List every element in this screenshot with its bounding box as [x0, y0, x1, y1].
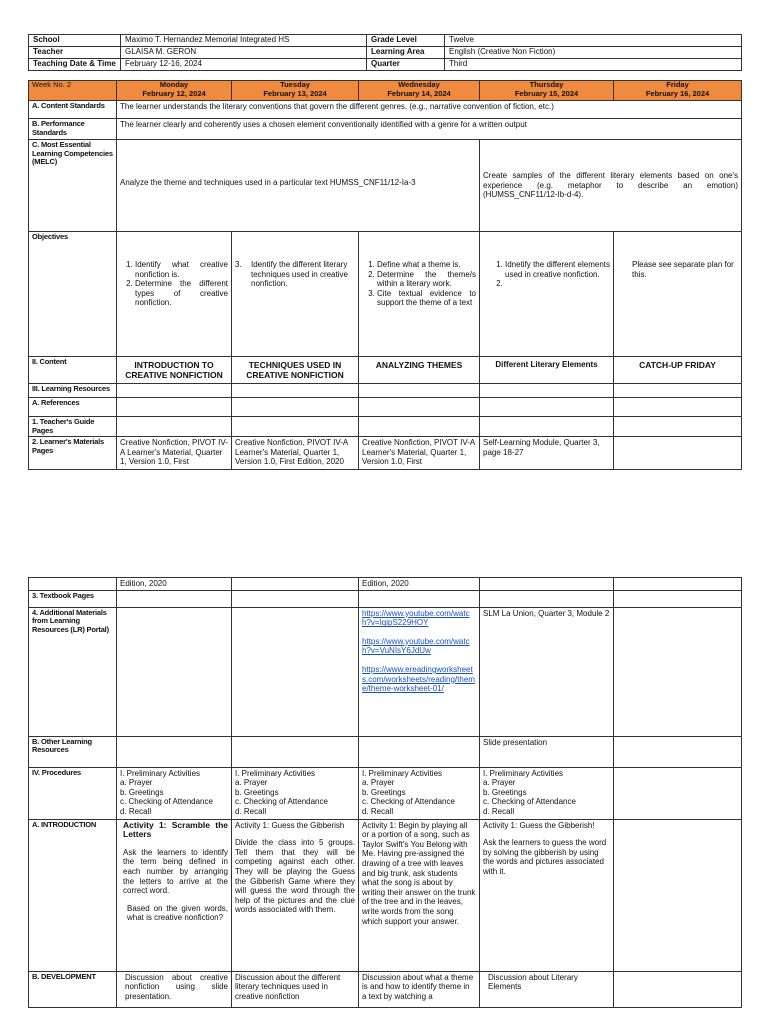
melc-text-1: Analyze the theme and techniques used in a particular text HUMSS_CNF11/12-Ia-3 — [117, 140, 480, 232]
day-header-friday: Friday February 16, 2024 — [614, 81, 742, 101]
content-label: II. Content — [29, 357, 117, 384]
content-standards-text: The learner understands the literary conventions that govern the different genres. (e.g., narrative convention of fiction, etc.) — [117, 101, 742, 119]
lm-wednesday: Creative Nonfiction, PIVOT IV-A Learner's Material, Quarter 1, Version 1.0, First — [359, 437, 480, 470]
objective-item: 1. Define what a theme is. — [377, 260, 476, 270]
development-wednesday: Discussion about what a theme is and how to identify theme in a text by watching a — [359, 971, 480, 1007]
melc-text-2: Create samples of the different literary elements based on one's experience (e.g. metaphor to describe an emotion) (HUMSS_CNF11/12-Ib-d-4). — [480, 140, 742, 232]
quarter-value: Third — [445, 59, 742, 71]
content-tuesday: TECHNIQUES USED IN CREATIVE NONFICTION — [232, 357, 359, 384]
prelim-thursday: I. Preliminary Activities a. Prayer b. Greetings c. Checking of Attendance d. Recall — [480, 767, 614, 819]
introduction-tuesday: Activity 1: Guess the Gibberish Divide the class into 5 groups. Tell them that they will be competing against each other. They will be playing the Guess the Gibberish Game where they will guess the word through the help of the pictures and the clue words associated with them. — [232, 819, 359, 971]
introduction-label: A. INTRODUCTION — [29, 819, 117, 971]
teachers-guide-label: 1. Teacher's Guide Pages — [29, 417, 117, 437]
content-standards-label: A. Content Standards — [29, 101, 117, 119]
objective-item: 3. Cite textual evidence to support the theme of a text — [377, 289, 476, 308]
lm-monday: Creative Nonfiction, PIVOT IV-A Learner's Material, Quarter 1, Version 1.0, First — [117, 437, 232, 470]
objectives-monday — [117, 232, 232, 357]
lm-thursday: Self-Learning Module, Quarter 3, page 18-27 — [480, 437, 614, 470]
additional-thursday: SLM La Union, Quarter 3, Module 2 — [480, 607, 614, 736]
area-value: English (Creative Non Fiction) — [445, 47, 742, 59]
grade-value: Twelve — [445, 35, 742, 47]
development-thursday: Discussion about Literary Elements — [480, 971, 614, 1007]
school-value: Maximo T. Hernandez Memorial Integrated HS — [121, 35, 367, 47]
textbook-pages-label: 3. Textbook Pages — [29, 590, 117, 607]
procedures-label: IV. Procedures — [29, 767, 117, 819]
lm-wednesday-continued: Edition, 2020 — [359, 578, 480, 591]
lm-tuesday: Creative Nonfiction, PIVOT IV-A Learner's Material, Quarter 1, Version 1.0, First Edition, 2020 — [232, 437, 359, 470]
lm-monday-continued: Edition, 2020 — [117, 578, 232, 591]
area-label: Learning Area — [367, 47, 445, 59]
objective-item — [505, 279, 610, 289]
learners-materials-label: 2. Learner's Materials Pages — [29, 437, 117, 470]
content-thursday: Different Literary Elements — [480, 357, 614, 384]
week-number: Week No. 2 — [29, 81, 117, 101]
introduction-thursday: Activity 1: Guess the Gibberish! Ask the learners to guess the word by solving the gibberish by using the words and pictures associated with it. — [480, 819, 614, 971]
development-label: B. DEVELOPMENT — [29, 971, 117, 1007]
performance-standards-text: The learner clearly and coherently uses a chosen element conventionally identified with a genre for a written output — [117, 119, 742, 140]
prelim-wednesday: I. Preliminary Activities a. Prayer b. Greetings c. Checking of Attendance d. Recall — [359, 767, 480, 819]
teacher-value: GLAISA M. GERON — [121, 47, 367, 59]
objectives-wednesday — [359, 232, 480, 357]
introduction-wednesday: Activity 1: Begin by playing all or a portion of a song, such as Taylor Swift's You Belong with Me. Having pre-assigned the drawing of a tree with leaves and big trunk, ask students what the song is about by writing their answer on the trunk of the tree and in the leaves, write words from the song which support your answer. — [359, 819, 480, 971]
lesson-plan-table-page2 — [28, 577, 742, 1008]
objectives-tuesday — [232, 232, 359, 357]
date-value: February 12-16, 2024 — [121, 59, 367, 71]
objective-item: 2. Determine the different types of creative nonfiction. — [135, 279, 228, 308]
teacher-label: Teacher — [29, 47, 121, 59]
content-monday: INTRODUCTION TO CREATIVE NONFICTION — [117, 357, 232, 384]
performance-standards-label: B. Performance Standards — [29, 119, 117, 140]
other-resources-label: B. Other Learning Resources — [29, 736, 117, 767]
objectives-label: Objectives — [29, 232, 117, 357]
development-monday: Discussion about creative nonfiction using slide presentation. — [117, 971, 232, 1007]
prelim-monday: I. Preliminary Activities a. Prayer b. Greetings c. Checking of Attendance d. Recall — [117, 767, 232, 819]
objectives-friday: Please see separate plan for this. — [614, 232, 742, 357]
worksheet-link[interactable]: https://www.ereadingworksheets.com/worksheets/reading/theme/theme-worksheet-01/ — [362, 664, 475, 694]
references-label: A. References — [29, 398, 117, 417]
content-wednesday: ANALYZING THEMES — [359, 357, 480, 384]
day-header-tuesday: Tuesday February 13, 2024 — [232, 81, 359, 101]
development-tuesday: Discussion about the different literary techniques used in creative nonfiction — [232, 971, 359, 1007]
youtube-link-2[interactable]: https://www.youtube.com/watch?v=VuNIsY6JdUw — [362, 636, 470, 656]
additional-links-wednesday — [359, 607, 480, 736]
grade-label: Grade Level — [367, 35, 445, 47]
day-header-thursday: Thursday February 15, 2024 — [480, 81, 614, 101]
melc-label: C. Most Essential Learning Competencies (MELC) — [29, 140, 117, 232]
content-friday: CATCH-UP FRIDAY — [614, 357, 742, 384]
youtube-link-1[interactable]: https://www.youtube.com/watch?v=IqipS229HOY — [362, 608, 470, 628]
objective-item: Identify the different literary techniques used in creative nonfiction. — [251, 260, 348, 289]
other-thursday: Slide presentation — [480, 736, 614, 767]
objectives-thursday — [480, 232, 614, 357]
school-label: School — [29, 35, 121, 47]
day-header-monday: Monday February 12, 2024 — [117, 81, 232, 101]
objective-number: 3. — [235, 260, 242, 269]
lesson-plan-table-page1 — [28, 80, 742, 470]
quarter-label: Quarter — [367, 59, 445, 71]
introduction-monday: Activity 1: Scramble the Letters Ask the learners to identify the term being defined in each number by arranging the letters to arrive at the correct word. Based on the given words, what is creative nonfiction? — [117, 819, 232, 971]
objective-item: 1. Identify what creative nonfiction is. — [135, 260, 228, 279]
additional-materials-label: 4. Additional Materials from Learning Resources (LR) Portal) — [29, 607, 117, 736]
objective-item: 1. Idnetify the different elements used in creative nonfiction. — [505, 260, 610, 279]
day-header-wednesday: Wednesday February 14, 2024 — [359, 81, 480, 101]
header-table — [28, 34, 742, 71]
objective-item: 2. Determine the theme/s within a literary work. — [377, 270, 476, 289]
date-label: Teaching Date & Time — [29, 59, 121, 71]
learning-resources-label: III. Learning Resources — [29, 384, 117, 398]
prelim-tuesday: I. Preliminary Activities a. Prayer b. Greetings c. Checking of Attendance d. Recall — [232, 767, 359, 819]
